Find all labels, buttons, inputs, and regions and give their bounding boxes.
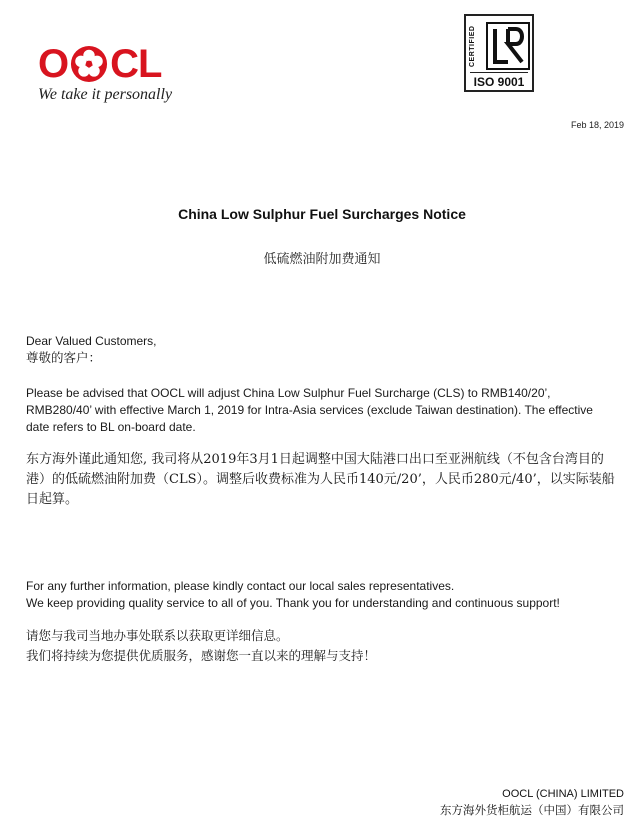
logo-wordmark: O CL (38, 42, 162, 86)
greeting-english: Dear Valued Customers, (26, 334, 157, 348)
notice-title-chinese: 低硫燃油附加费通知 (263, 252, 381, 267)
logo-tagline: We take it personally (38, 86, 173, 103)
company-name-english: OOCL (CHINA) LIMITED (502, 788, 624, 800)
iso-standard-label: ISO 9001 (473, 75, 525, 89)
plum-blossom-icon (70, 45, 108, 83)
notice-title: China Low Sulphur Fuel Surcharges Notice (178, 206, 466, 222)
body-chinese: 东方海外谨此通知您, 我司将从2019年3月1日起调整中国大陆港口出口至亚洲航线（不包含台湾目的港）的低硫燃油附加费（CLS）。调整后收费标准为人民币140元/20’，人民币280元/40’，以实际装船日起算。 (26, 452, 615, 507)
lloyds-register-icon (486, 22, 530, 70)
notice-date: Feb 18, 2019 (570, 120, 624, 130)
thanks-english: We keep providing quality service to all of you. Thank you for understanding and continuous support! (26, 596, 560, 610)
contact-english: For any further information, please kindly contact our local sales representatives. (26, 579, 455, 593)
certified-label: CERTIFIED (469, 25, 476, 67)
signature-block (440, 786, 624, 818)
greeting-chinese: 尊敬的客户： (26, 350, 102, 365)
company-name-chinese: 东方海外货柜航运（中国）有限公司 (440, 803, 624, 817)
contact-chinese: 请您与我司当地办事处联系以获取更详细信息。 (26, 628, 289, 643)
oocl-logo (38, 44, 198, 104)
iso-9001-badge (464, 14, 534, 92)
body-english: Please be advised that OOCL will adjust China Low Sulphur Fuel Surcharge (CLS) to RMB140/20’, RMB280/40’ with effective March 1, 2019 for Intra-Asia services (exclude Taiwan destination). The effective date refers to BL on-board date. (26, 386, 593, 434)
thanks-chinese: 我们将持续为您提供优质服务，感谢您一直以来的理解与支持！ (26, 648, 377, 663)
